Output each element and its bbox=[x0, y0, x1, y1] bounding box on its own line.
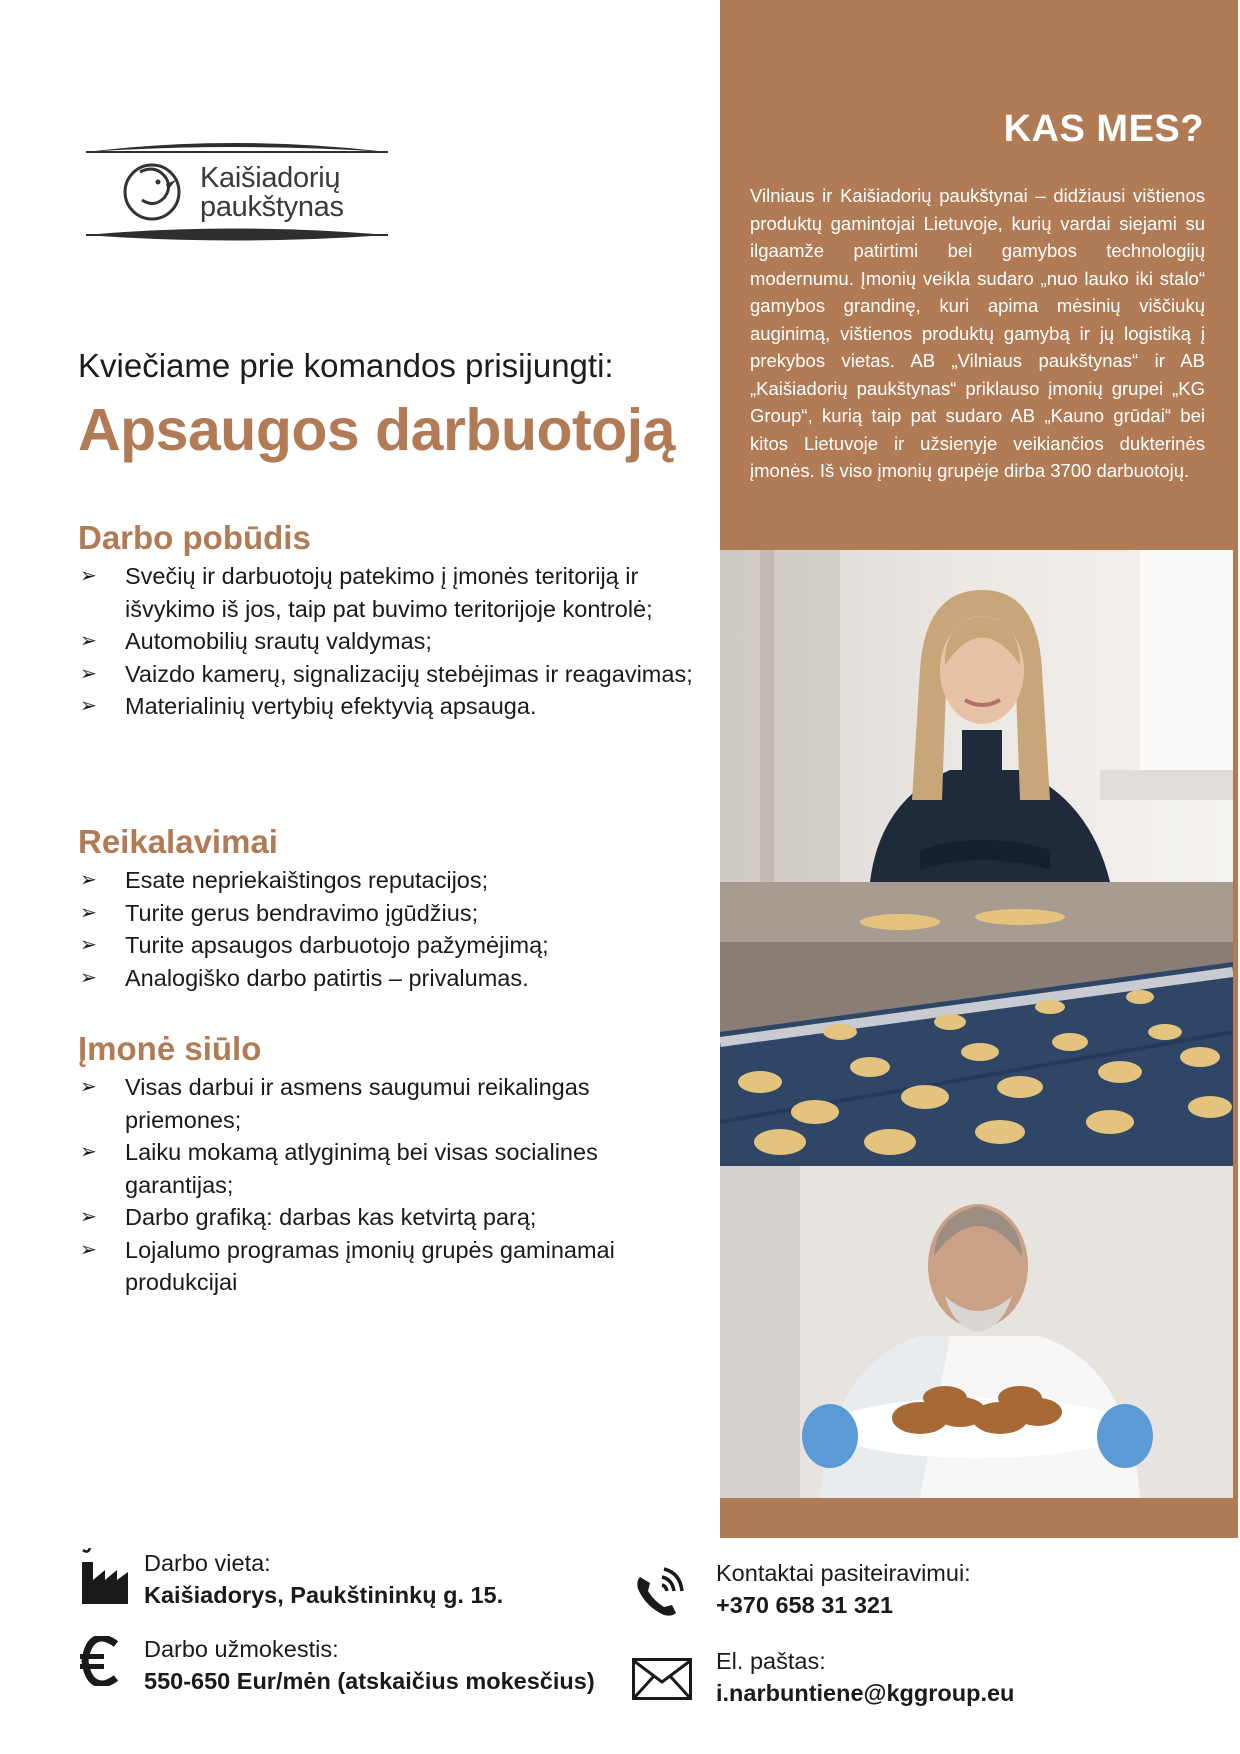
logo-line-1: Kaišiadorių bbox=[200, 162, 341, 194]
company-logo bbox=[82, 138, 392, 256]
contact-phone[interactable]: +370 658 31 321 bbox=[716, 1592, 894, 1618]
job-title: Apsaugos darbuotoją bbox=[78, 397, 675, 463]
section-heading: Reikalavimai bbox=[78, 823, 278, 860]
location-label: Darbo vieta: bbox=[144, 1550, 271, 1576]
list-item-text: Analogiško darbo patirtis – privalumas. bbox=[125, 964, 529, 991]
list-item bbox=[78, 625, 698, 658]
list-item-text: Laiku mokamą atlyginimą bei visas socialines garantijas; bbox=[125, 1139, 598, 1198]
photo-employee-woman bbox=[720, 550, 1233, 882]
section-company-offers bbox=[78, 1029, 698, 1299]
list-item-text: Svečių ir darbuotojų patekimo į įmonės teritoriją ir išvykimo iš jos, taip pat buvimo teritorijoje kontrolė; bbox=[125, 563, 653, 622]
list-item-text: Turite apsaugos darbuotojo pažymėjimą; bbox=[125, 932, 549, 958]
logo-line-2: paukštynas bbox=[200, 191, 344, 223]
conveyor-image bbox=[720, 882, 1233, 1166]
arrow-bullet-icon: ➢ bbox=[80, 934, 97, 956]
list-item bbox=[78, 1071, 698, 1136]
list-item bbox=[78, 658, 698, 691]
list-item-text: Lojalumo programas įmonių grupės gaminamai produkcijai bbox=[125, 1236, 615, 1295]
arrow-bullet-icon: ➢ bbox=[80, 1076, 97, 1098]
section-requirements bbox=[78, 822, 698, 994]
section-heading: Įmonė siūlo bbox=[78, 1030, 262, 1067]
arrow-bullet-icon: ➢ bbox=[80, 662, 97, 685]
arrow-bullet-icon: ➢ bbox=[80, 565, 97, 587]
bullet-list bbox=[78, 864, 698, 994]
list-item bbox=[78, 962, 698, 995]
bullet-list bbox=[78, 560, 698, 723]
list-item-text: Esate nepriekaištingos reputacijos; bbox=[125, 867, 489, 893]
location-value: Kaišiadorys, Paukštininkų g. 15. bbox=[144, 1582, 504, 1608]
list-item-text: Turite gerus bendravimo įgūdžius; bbox=[125, 899, 479, 926]
salary-value: 550-650 Eur/mėn (atskaičius mokesčius) bbox=[144, 1668, 595, 1694]
arrow-bullet-icon: ➢ bbox=[80, 1206, 97, 1228]
about-text: Vilniaus ir Kaišiadorių paukštynai – didžiausi vištienos produktų gamintojai Lietuvoje, kurių vardai siejami su ilgaamže patirtimi bei gamybos technologijų modernumu. Įmonių veikla sudaro „nuo lauko iki stalo“ gamybos grandinę, kuri apima mėsinių viščiukų auginimą, vištienos produktų gamybą ir jų logistiką į prekybos vietas. AB „Vilniaus paukštynas“ ir AB „Kaišiadorių paukštynas“ priklauso įmonių grupei „KG Group“, kurią taip pat sudaro AB „Kauno grūdai“ bei kitos Lietuvoje ir užsienyje veikiančios dukterinės įmonės. Iš viso įmonių grupėje dirba 3700 darbuotojų. bbox=[750, 185, 1205, 481]
list-item bbox=[78, 560, 698, 625]
section-work-nature bbox=[78, 518, 698, 723]
arrow-bullet-icon: ➢ bbox=[80, 1238, 97, 1261]
email-value[interactable]: i.narbuntiene@kggroup.eu bbox=[716, 1680, 1015, 1706]
arrow-bullet-icon: ➢ bbox=[80, 630, 97, 652]
euro-icon bbox=[80, 1636, 120, 1686]
factory-icon bbox=[80, 1548, 130, 1606]
list-item-text: Automobilių srautų valdymas; bbox=[125, 628, 432, 654]
list-item-text: Vaizdo kamerų, signalizacijų stebėjimas ir reagavimas; bbox=[125, 660, 693, 687]
list-item bbox=[78, 1201, 698, 1234]
arrow-bullet-icon: ➢ bbox=[80, 695, 97, 717]
list-item bbox=[78, 897, 698, 930]
list-item-text: Darbo grafiką: darbas kas ketvirtą parą; bbox=[125, 1204, 537, 1230]
arrow-bullet-icon: ➢ bbox=[80, 901, 97, 924]
list-item bbox=[78, 690, 698, 723]
section-heading: Darbo pobūdis bbox=[78, 519, 311, 556]
arrow-bullet-icon: ➢ bbox=[80, 1141, 97, 1163]
arrow-bullet-icon: ➢ bbox=[80, 966, 97, 989]
bullet-list bbox=[78, 1071, 698, 1299]
list-item bbox=[78, 1136, 698, 1201]
list-item-text: Materialinių vertybių efektyvią apsauga. bbox=[125, 693, 537, 719]
logo-text bbox=[200, 164, 344, 222]
about-title: KAS MES? bbox=[1003, 108, 1204, 150]
photo-employee-man bbox=[720, 1166, 1233, 1498]
arrow-bullet-icon: ➢ bbox=[80, 869, 97, 891]
photo-production-conveyor bbox=[720, 882, 1233, 1166]
list-item bbox=[78, 864, 698, 897]
list-item bbox=[78, 929, 698, 962]
email-label: El. paštas: bbox=[716, 1648, 826, 1674]
list-item bbox=[78, 1234, 698, 1299]
phone-icon bbox=[632, 1565, 688, 1621]
envelope-icon bbox=[632, 1658, 692, 1700]
contact-label: Kontaktai pasiteiravimui: bbox=[716, 1560, 971, 1586]
intro-text: Kviečiame prie komandos prisijungti: bbox=[78, 347, 614, 384]
list-item-text: Visas darbui ir asmens saugumui reikalingas priemones; bbox=[125, 1074, 590, 1133]
salary-label: Darbo užmokestis: bbox=[144, 1636, 339, 1662]
